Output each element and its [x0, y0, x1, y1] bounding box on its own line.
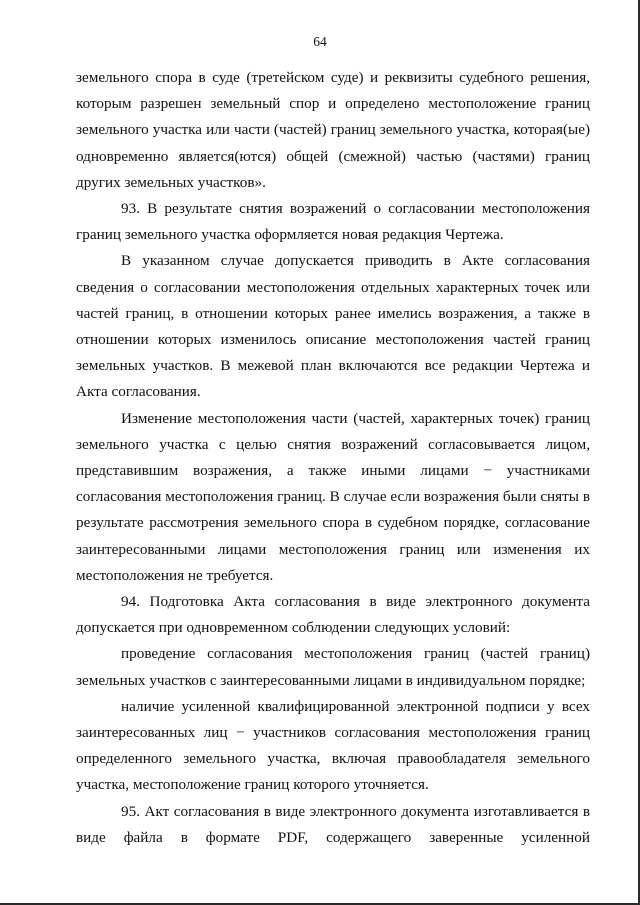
paragraph-95: 95. Акт согласования в виде электронного документа изготавливается в виде файла в формате PDF, содержащего заверенные усиленной — [76, 802, 590, 846]
paragraph-93-changes: Изменение местоположения части (частей, характерных точек) границ земельного участка с целью снятия возражений согласовывается лицом, представившим возражения, а также иными лицами − участниками согласования местоположения границ. В случае если возражения были сняты в результате рассмотрения земельного спора в судебном порядке, согласование заинтересованными лицами местоположения границ или изменения их местоположения не требуется. — [76, 409, 590, 584]
paragraph-continuation: земельного спора в суде (третейском суде) и реквизиты судебного решения, которым разрешен земельный спор и определено местоположение границ земельного участка или части (частей) границ земельного участка, которая(ые) одновременно является(ются) общей (смежной) частью (частями) границ других земельных участков». — [76, 69, 590, 191]
paragraph-94: 94. Подготовка Акта согласования в виде электронного документа допускается при одновременном соблюдении следующих условий: — [76, 593, 590, 637]
document-body — [76, 65, 590, 851]
paragraph-93-details: В указанном случае допускается приводить в Акте согласования сведения о согласовании местоположения отдельных характерных точек или частей границ, в отношении которых ранее имелись возражения, а также в отношении которых изменилось описание местоположения частей границ земельных участков. В межевой план включаются все редакции Чертежа и Акта согласования. — [76, 252, 590, 401]
page-number: 64 — [313, 34, 327, 49]
paragraph-94-condition-2: наличие усиленной квалифицированной электронной подписи у всех заинтересованных лиц − участников согласования местоположения границ определенного земельного участка, включая правообладателя земельного участка, местоположение границ которого уточняется. — [76, 697, 590, 794]
paragraph-94-condition-1: проведение согласования местоположения границ (частей границ) земельных участков с заинтересованными лицами в индивидуальном порядке; — [76, 645, 590, 689]
paragraph-93: 93. В результате снятия возражений о согласовании местоположения границ земельного участка оформляется новая редакция Чертежа. — [76, 200, 590, 244]
